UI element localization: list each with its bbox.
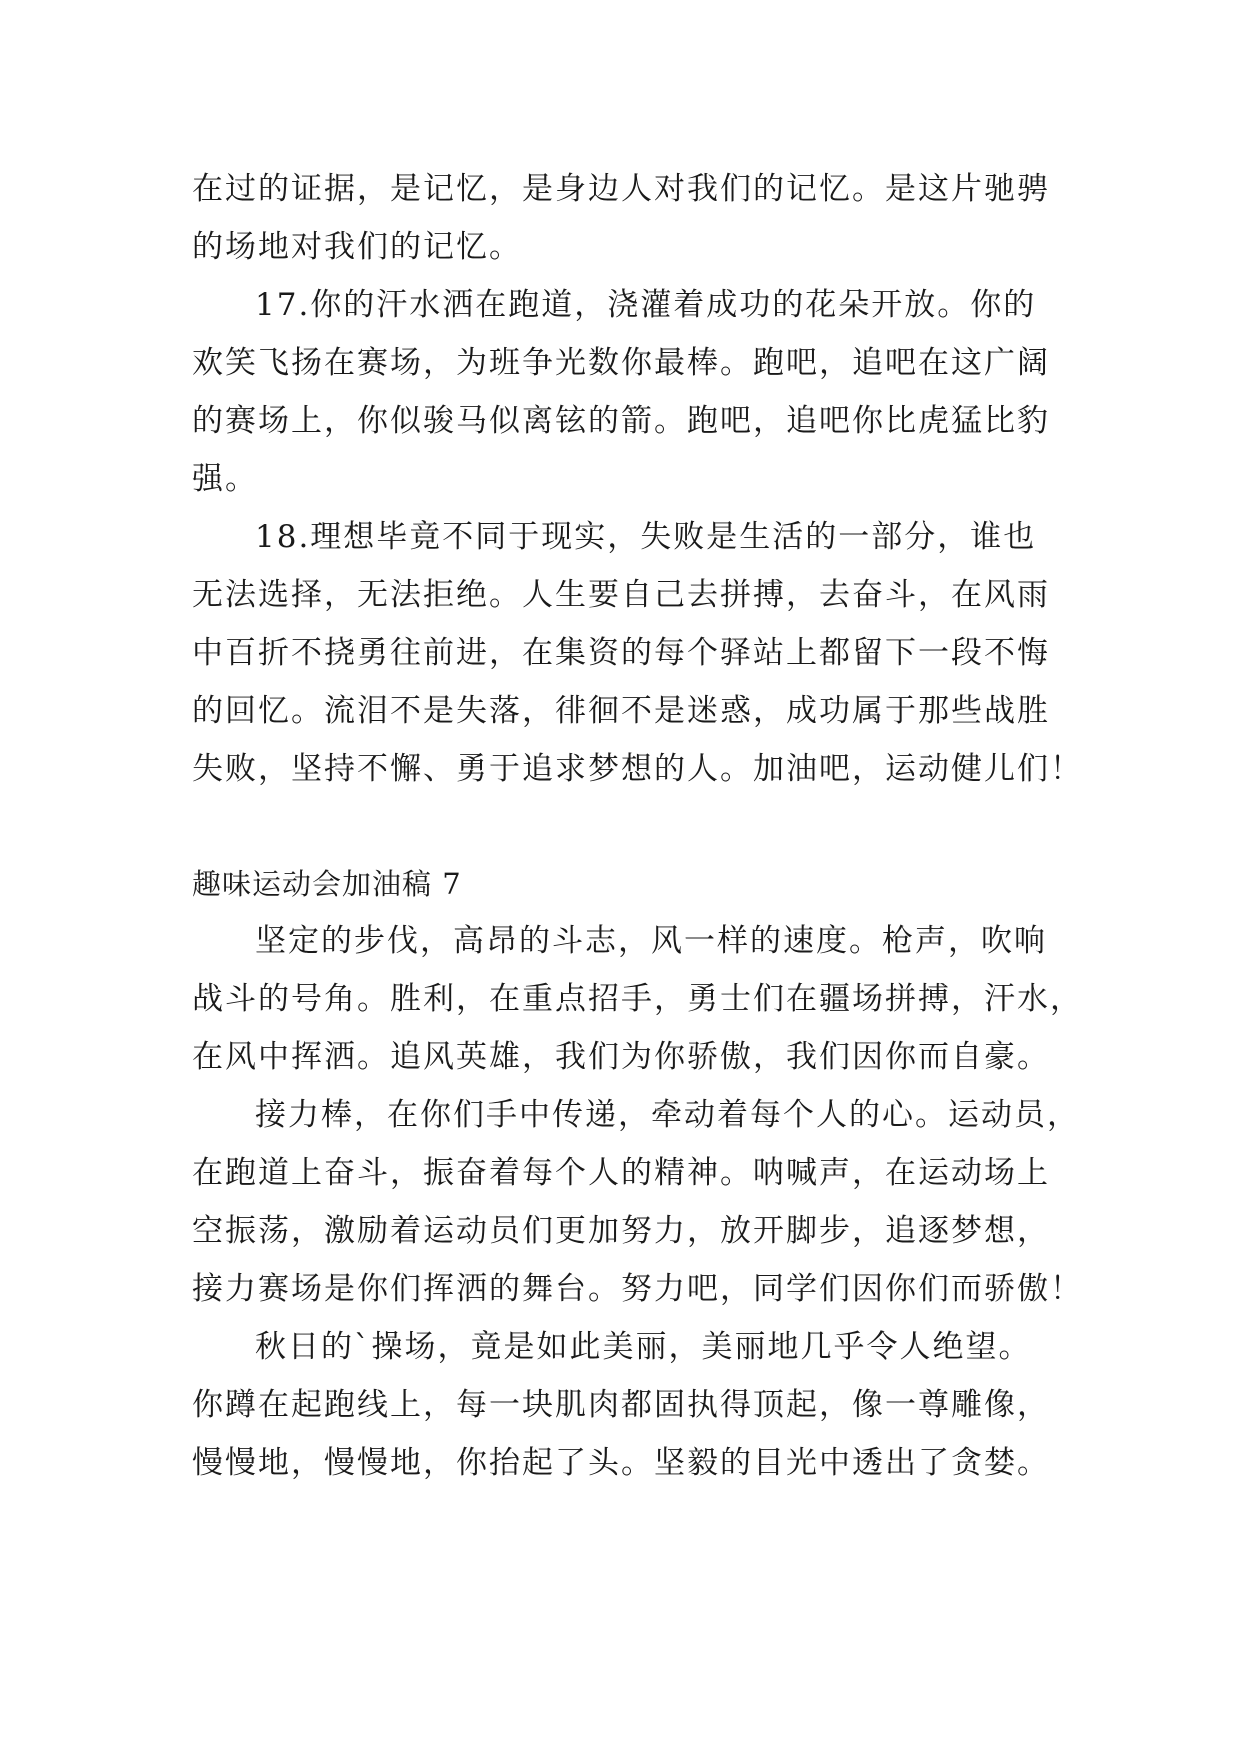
paragraph-line: 秋日的`操场，竟是如此美丽，美丽地几乎令人绝望。 [255,1329,1032,1365]
item-17-paragraph [192,276,1052,508]
paragraph-line: 18.理想毕竟不同于现实，失败是生活的一部分，谁也 [255,519,1037,555]
paragraph-line: 慢慢地，慢慢地，你抬起了头。坚毅的目光中透出了贪婪。 [192,1445,1050,1481]
paragraph-3 [192,1318,1052,1492]
paragraph-line: 失败，坚持不懈、勇于追求梦想的人。加油吧，运动健儿们！ [192,751,1083,787]
paragraph-line: 接力赛场是你们挥洒的舞台。努力吧，同学们因你们而骄傲！ [192,1271,1083,1307]
paragraph-line: 无法选择，无法拒绝。人生要自己去拼搏，去奋斗，在风雨 [192,577,1050,613]
paragraph-line: 17.你的汗水洒在跑道，浇灌着成功的花朵开放。你的 [255,287,1037,323]
item-18-paragraph [192,508,1083,798]
paragraph-line: 欢笑飞扬在赛场，为班争光数你最棒。跑吧，追吧在这广阔 [192,345,1050,381]
paragraph-line: 强。 [192,461,258,497]
section-title: 趣味运动会加油稿 7 [192,867,462,901]
paragraph-2 [192,1086,1083,1318]
paragraph-line: 在风中挥洒。追风英雄，我们为你骄傲，我们因你而自豪。 [192,1039,1050,1075]
paragraph-1 [192,912,1083,1086]
paragraph-line: 在跑道上奋斗，振奋着每个人的精神。呐喊声，在运动场上 [192,1155,1050,1191]
paragraph-line: 在过的证据，是记忆，是身边人对我们的记忆。是这片驰骋 [192,171,1050,207]
paragraph-line: 中百折不挠勇往前进，在集资的每个驿站上都留下一段不悔 [192,635,1050,671]
paragraph-line: 的回忆。流泪不是失落，徘徊不是迷惑，成功属于那些战胜 [192,693,1050,729]
continuation-paragraph [192,160,1052,276]
section-spacer [192,798,1052,856]
paragraph-line: 战斗的号角。胜利，在重点招手，勇士们在疆场拼搏，汗水， [192,981,1083,1017]
paragraph-line: 空振荡，激励着运动员们更加努力，放开脚步，追逐梦想， [192,1213,1050,1249]
paragraph-line: 的场地对我们的记忆。 [192,229,522,265]
paragraph-line: 你蹲在起跑线上，每一块肌肉都固执得顶起，像一尊雕像， [192,1387,1050,1423]
paragraph-line: 的赛场上，你似骏马似离铉的箭。跑吧，追吧你比虎猛比豹 [192,403,1050,439]
paragraph-line: 坚定的步伐，高昂的斗志，风一样的速度。枪声，吹响 [255,923,1047,959]
paragraph-line: 接力棒，在你们手中传递，牵动着每个人的心。运动员， [255,1097,1080,1133]
document-body [192,160,1083,1492]
